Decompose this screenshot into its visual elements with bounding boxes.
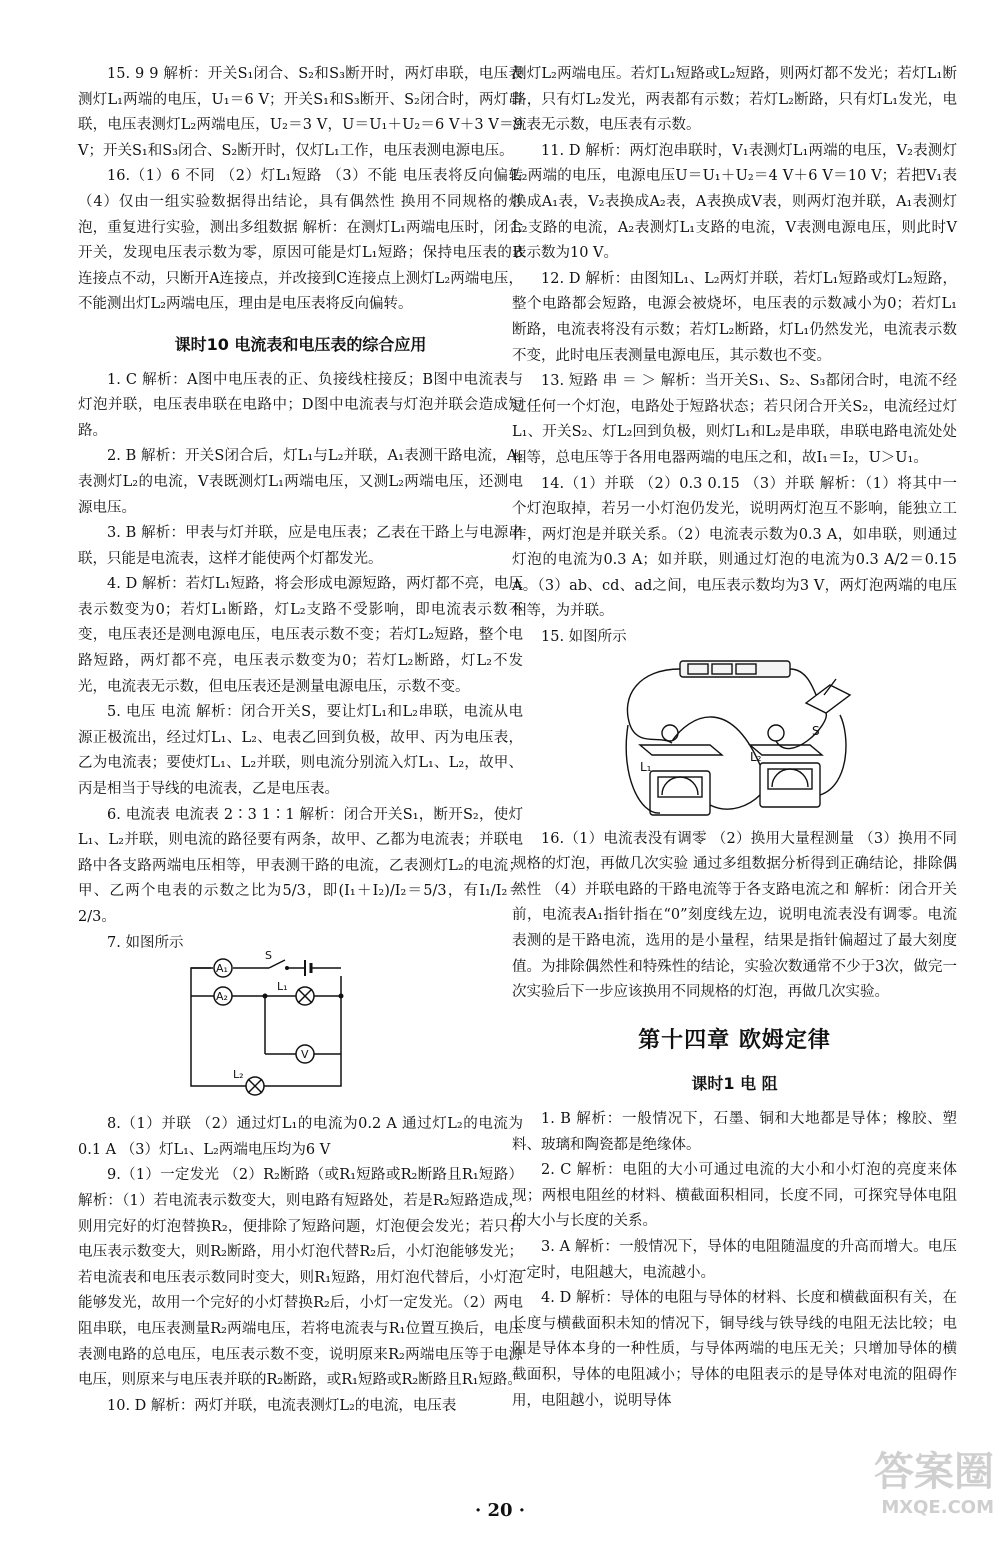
lamp-l1-label-15: L₁ bbox=[639, 759, 651, 774]
answer-1: 1. C 解析：A图中电压表的正、负接线柱接反；B图中电流表与灯泡并联，电压表串联在电路中；D图中电流表与灯泡并联会造成短路。 bbox=[78, 371, 523, 439]
answer-13: 13. 短路 串 ＝ ＞ 解析：当开关S₁、S₂、S₃都闭合时，电流不经过任何一个灯泡，电路处于短路状态；若只闭合开关S₂，电流经过灯L₁、开关S₂、灯L₂回到负极，则灯L₁和L₂是串联，串联电路电流处处相等，总电压等于各用电器两端的电压之和，故I₁＝I₂，U＞U₁。 bbox=[512, 373, 957, 466]
lamp-l1-label: L₁ bbox=[276, 980, 288, 994]
answer-15: 15. 9 9 解析：开关S₁闭合、S₂和S₃断开时，两灯串联，电压表测灯L₁两端的电压，U₁＝6 V；开关S₁和S₃断开、S₂闭合时，两灯串联，电压表测灯L₂两端电压，U₂＝3 V，U＝U₁＋U₂＝6 V＋3 V＝9 V；开关S₁和S₃闭合、S₂断开时，仅灯L₁工作，电压表测电源电压。 bbox=[78, 66, 523, 159]
lesson-title: 课时1 电 阻 bbox=[691, 1074, 778, 1094]
watermark-logo bbox=[814, 1440, 994, 1530]
answer-2: 2. B 解析：开关S闭合后，灯L₁与L₂并联，A₁表测干路电流，A₂表测灯L₂的电流，V表既测灯L₁两端电压，又测L₂两端电压，还测电源电压。 bbox=[78, 448, 523, 516]
answer-7: 7. 如图所示 bbox=[107, 934, 184, 951]
ammeter-a2-label: A₂ bbox=[215, 990, 228, 1004]
watermark-bottom-text: MXQE.COM bbox=[881, 1497, 994, 1518]
lamp-l2-label: L₂ bbox=[232, 1068, 244, 1082]
answer-11: 11. D 解析：两灯泡串联时，V₁表测灯L₁两端的电压，V₂表测灯L₂两端的电压，电源电压U＝U₁＋U₂＝4 V＋6 V＝10 V；若把V₁表换成A₁表，V₂表换成A₂表，A表换成V表，则两灯泡并联，A₁表测灯L₂支路的电流，A₂表测灯L₁支路的电流，V表测电源电压，则此时V表示数为10 V。 bbox=[512, 142, 957, 262]
chapter-title: 第十四章 欧姆定律 bbox=[638, 1027, 831, 1053]
left-column bbox=[78, 62, 523, 1419]
resistance-answer-2: 2. C 解析：电阻的大小可通过电流的大小和小灯泡的亮度来体现；两根电阻丝的材料、横截面积相同，长度不同，可探究导体电阻的大小与长度的关系。 bbox=[512, 1162, 957, 1230]
circuit-diagram-q15 bbox=[610, 655, 860, 823]
watermark-top-text: 答案圈 bbox=[874, 1449, 994, 1495]
answer-15-right: 15. 如图所示 bbox=[541, 629, 627, 646]
voltmeter-v-label: V bbox=[300, 1048, 309, 1062]
resistance-answer-1: 1. B 解析：一般情况下，石墨、铜和大地都是导体；橡胶、塑料、玻璃和陶瓷都是绝缘体。 bbox=[512, 1111, 957, 1153]
resistance-answer-3: 3. A 解析：一般情况下，导体的电阻随温度的升高而增大。电压一定时，电阻越大，电流越小。 bbox=[512, 1238, 957, 1281]
answer-9: 9.（1）一定发光 （2）R₂断路（或R₁短路或R₂断路且R₁短路） 解析：（1）若电流表示数变大，则电路有短路处，若是R₂短路造成，则用完好的灯泡替换R₂，便排除了短路问题，灯泡便会发光；若只有电压表示数变大，则R₂断路，用小灯泡代替R₂后，小灯泡能够发光；若电流表和电压表示数同时变大，则R₁短路，用灯泡代替后，小灯泡能够发光，故用一个完好的小灯替换R₂后，小灯一定发光。（2）两电阻串联，电压表测量R₂两端电压，若将电流表与R₁位置互换后，电压表测电路的总电压，电压表示数不变，说明原来R₂两端电压等于电源电压，则原来与电压表并联的R₂断路，或R₁短路或R₂断路且R₁短路。 bbox=[78, 1167, 523, 1389]
answer-6: 6. 电流表 电流表 2∶3 1∶1 解析：闭合开关S₁，断开S₂，使灯L₁、L₂并联，则电流的路径要有两条，故甲、乙都为电流表；并联电路中各支路两端电压相等，甲表测干路的电流，乙表测灯L₂的电流；甲、乙两个电表的示数之比为5/3，即(I₁＋I₂)/I₂＝5/3，有I₁/I₂＝2/3。 bbox=[78, 806, 523, 925]
circuit-diagram-q7 bbox=[181, 949, 421, 1108]
switch-s-label-15: S bbox=[811, 723, 820, 738]
answer-12: 12. D 解析：由图知L₁、L₂两灯并联，若灯L₁短路或灯L₂短路，整个电路都会短路，电源会被烧坏，电压表的示数减小为0；若灯L₁断路，电流表将没有示数；若灯L₂断路，灯L₁仍然发光，电流表示数不变，此时电压表测量电源电压，其示数也不变。 bbox=[512, 270, 957, 364]
resistance-answer-4: 4. D 解析：导体的电阻与导体的材料、长度和横截面积有关，在长度与横截面积未知的情况下，铜导线与铁导线的电阻无法比较；电阻是导体本身的一种性质，与导体两端的电压无关；只增加导体的横截面积，导体的电阻减小；导体的电阻表示的是导体对电流的阻碍作用，电阻越小，说明导体 bbox=[512, 1290, 957, 1409]
ammeter-a1-label: A₁ bbox=[215, 962, 228, 976]
answer-14: 14.（1）并联 （2）0.3 0.15 （3）并联 解析：（1）将其中一个灯泡取掉，若另一小灯泡仍发光，说明两灯泡互不影响，能独立工作，两灯泡是并联关系。（2）电流表示数为0.3 A，如串联，则通过灯泡的电流为0.3 A；如并联，则通过灯泡的电流为0.3 A/2＝0.15 A。（3）ab、cd、ad之间，电压表示数均为3 V，两灯泡两端的电压相等，为并联。 bbox=[512, 475, 957, 620]
lamp-l2-label-15: L₂ bbox=[749, 749, 761, 764]
answer-16-right: 16.（1）电流表没有调零 （2）换用大量程测量 （3）换用不同规格的灯泡，再做几次实验 通过多组数据分析得到正确结论，排除偶然性 （4）并联电路的干路电流等于各支路电流之和 解析：闭合开关前，电流表A₁指针指在“0”刻度线左边，说明电流表没有调零。电流表测的是干路电流，选用的是小量程，结果是指针偏超过了最大刻度值。为排除偶然性和特殊性的结论，实验次数通常不少于3次，做完一次实验后下一步应该换用不同规格的灯泡，再做几次实验。 bbox=[512, 830, 957, 1001]
answer-3: 3. B 解析：甲表与灯并联，应是电压表；乙表在干路上与电源串联，只能是电流表，这样才能使两个灯都发光。 bbox=[78, 525, 523, 567]
answer-10: 10. D 解析：两灯并联，电流表测灯L₂的电流，电压表 bbox=[107, 1397, 457, 1414]
lesson-heading: 课时10 电流表和电压表的综合应用 bbox=[174, 334, 427, 354]
right-column bbox=[512, 62, 957, 1414]
answer-10-continued: 测灯L₂两端电压。若灯L₁短路或L₂短路，则两灯都不发光；若灯L₁断路，只有灯L₂发光，两表都有示数；若灯L₂断路，只有灯L₁发光，电流表无示数，电压表有示数。 bbox=[512, 66, 957, 134]
page-number: · 20 · bbox=[474, 1500, 526, 1521]
answer-16: 16.（1）6 不同 （2）灯L₁短路 （3）不能 电压表将反向偏转 （4）仅由一组实验数据得出结论，具有偶然性 换用不同规格的灯泡，重复进行实验，测出多组数据 解析：在测灯L₁两端电压时，闭合开关，发现电压表示数为零，原因可能是灯L₁短路；保持电压表的B连接点不动，只断开A连接点，并改接到C连接点上测灯L₂两端电压，不能测出灯L₂两端电压，理由是电压表将反向偏转。 bbox=[78, 168, 523, 313]
switch-s-label: S bbox=[264, 949, 272, 963]
answer-5: 5. 电压 电流 解析：闭合开关S，要让灯L₁和L₂串联，电流从电源正极流出，经过灯L₁、L₂、电表乙回到负极，故甲、丙为电压表，乙为电流表；要使灯L₁、L₂并联，则电流分别流入灯L₁、L₂，故甲、丙是相当于导线的电流表，乙是电压表。 bbox=[78, 704, 523, 798]
answer-8: 8.（1）并联 （2）通过灯L₁的电流为0.2 A 通过灯L₂的电流为0.1 A （3）灯L₁、L₂两端电压均为6 V bbox=[78, 1116, 523, 1158]
answer-4: 4. D 解析：若灯L₁短路，将会形成电源短路，两灯都不亮，电压表示数变为0；若灯L₁断路，灯L₂支路不受影响，即电流表示数不变，电压表还是测电源电压，电压表示数不变；若灯L₂短路，整个电路短路，两灯都不亮，电压表示数变为0；若灯L₂断路，灯L₂不发光，电流表无示数，但电压表还是测量电源电压，示数不变。 bbox=[78, 576, 523, 695]
